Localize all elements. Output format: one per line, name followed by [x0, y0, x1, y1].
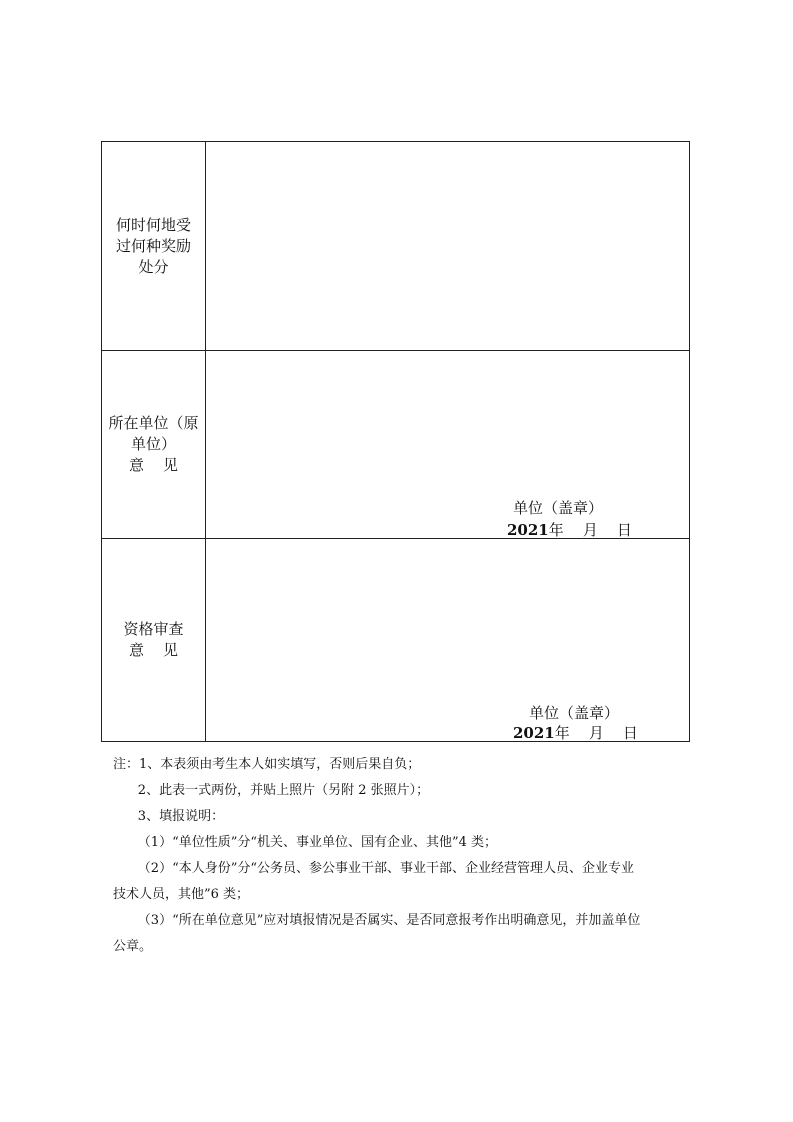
- note-line: 技术人员，其他”6 类；: [113, 887, 250, 902]
- label-line: 资格审查: [123, 620, 184, 638]
- note-line: （3）“所在单位意见”应对填报情况是否属实、是否同意报考作出明确意见，并加盖单位: [113, 913, 641, 928]
- table-row-awards: [102, 142, 689, 351]
- date-year: 2021: [513, 724, 555, 742]
- label-line: 处分: [138, 257, 169, 276]
- label-line: 所在单位（原: [108, 414, 199, 432]
- row-label-employer-opinion: [102, 351, 206, 538]
- note-line: （1）“单位性质”分“机关、事业单位、国有企业、其他”4 类；: [113, 835, 498, 850]
- row-label-awards: [102, 142, 206, 350]
- employer-opinion-cell[interactable]: [205, 351, 689, 538]
- date-year: 2021: [507, 521, 549, 539]
- date-rest: 年 月 日: [554, 724, 638, 742]
- qualification-review-cell[interactable]: [205, 539, 689, 741]
- label-line: 单位）: [130, 435, 176, 453]
- form-notes: [113, 752, 713, 960]
- date-rest: 年 月 日: [548, 521, 632, 539]
- signature-date: [507, 520, 632, 540]
- note-line: （2）“本人身份”分“公务员、参公事业干部、事业干部、企业经营管理人员、企业专业: [113, 861, 635, 876]
- label-line: 过何种奖励: [115, 236, 191, 255]
- note-line: 注：1、本表须由考生本人如实填写，否则后果自负；: [113, 757, 421, 772]
- signature-date: [513, 723, 638, 743]
- awards-content-cell[interactable]: [205, 142, 689, 350]
- table-row-employer-opinion: [102, 351, 689, 539]
- stamp-label: 单位（盖章）: [513, 499, 604, 517]
- note-line: 3、填报说明：: [113, 809, 225, 824]
- note-line: 公章。: [113, 939, 153, 954]
- label-line: 何时何地受: [115, 215, 191, 234]
- application-form-table: [101, 141, 690, 742]
- table-row-qualification-review: [102, 539, 689, 741]
- label-line: 意 见: [128, 641, 179, 659]
- label-line: 意 见: [128, 456, 179, 474]
- row-label-qualification-review: [102, 539, 206, 741]
- note-line: 2、此表一式两份，并贴上照片（另附 2 张照片）；: [113, 783, 430, 798]
- stamp-label: 单位（盖章）: [529, 704, 620, 722]
